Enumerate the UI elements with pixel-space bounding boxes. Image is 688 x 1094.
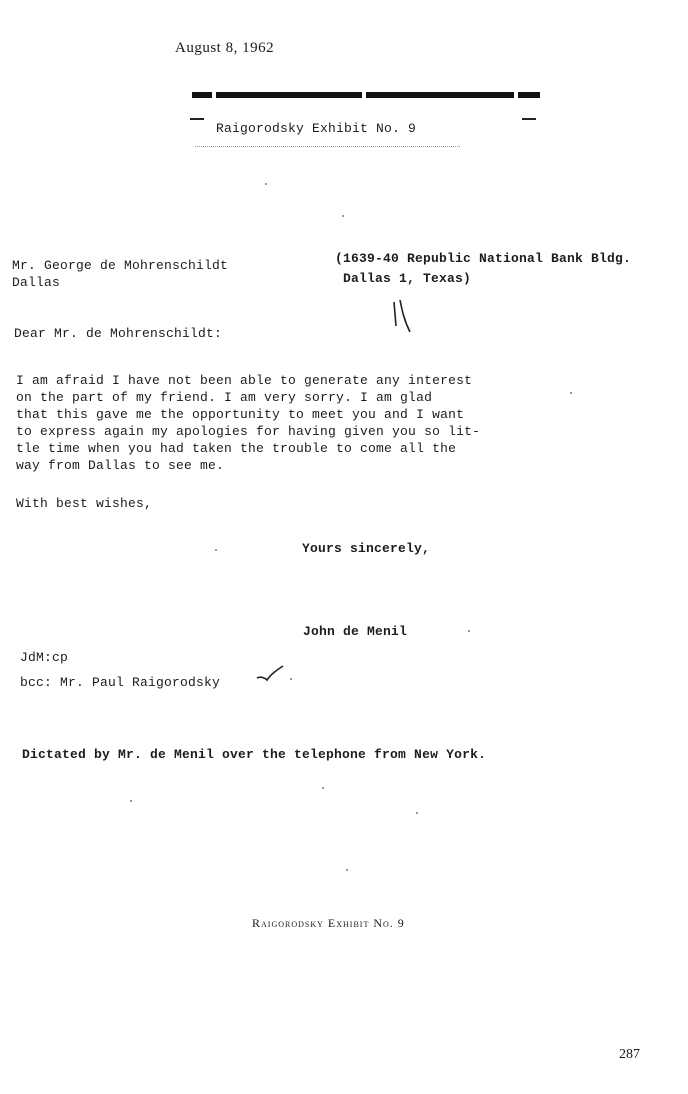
margin-tick [190, 118, 204, 120]
speck [265, 183, 267, 185]
bcc-line: bcc: Mr. Paul Raigorodsky [20, 675, 221, 690]
recipient-address-line1: (1639-40 Republic National Bank Bldg. [335, 251, 632, 266]
speck [290, 678, 292, 680]
exhibit-label: Raigorodsky Exhibit No. 9 [216, 121, 417, 136]
rule-gap [514, 92, 518, 98]
speck [468, 630, 470, 632]
rule-gap [212, 92, 216, 98]
recipient-city: Dallas [12, 275, 61, 290]
letter-date: August 8, 1962 [175, 40, 275, 56]
speck [416, 812, 418, 814]
speck [215, 549, 217, 551]
speck [322, 787, 324, 789]
closing-phrase: Yours sincerely, [302, 541, 431, 556]
typist-initials: JdM:cp [20, 650, 69, 665]
recipient-name: Mr. George de Mohrenschildt [12, 258, 229, 273]
speck [346, 869, 348, 871]
page-number: 287 [619, 1047, 640, 1062]
signer-name: John de Menil [303, 624, 408, 639]
header-rule [192, 92, 540, 98]
exhibit-caption: Raigorodsky Exhibit No. 9 [252, 916, 405, 930]
speck [570, 392, 572, 394]
recipient-address-line2: Dallas 1, Texas) [343, 271, 472, 286]
speck [342, 215, 344, 217]
handwritten-mark-icon [388, 296, 418, 338]
body-line: way from Dallas to see me. [16, 458, 225, 473]
body-line: tle time when you had taken the trouble to come all the [16, 441, 457, 456]
salutation: Dear Mr. de Mohrenschildt: [14, 326, 223, 341]
closing-wishes: With best wishes, [16, 496, 153, 511]
speck [130, 800, 132, 802]
dictation-note: Dictated by Mr. de Menil over the telephone from New York. [22, 747, 487, 762]
rule-gap [362, 92, 366, 98]
body-line: on the part of my friend. I am very sorry. I am glad [16, 390, 433, 405]
body-line: to express again my apologies for having given you so lit- [16, 424, 481, 439]
checkmark-icon [255, 664, 285, 684]
body-line: I am afraid I have not been able to generate any interest [16, 373, 473, 388]
faint-dotted-line [195, 146, 460, 148]
body-line: that this gave me the opportunity to meet you and I want [16, 407, 465, 422]
margin-tick [522, 118, 536, 120]
